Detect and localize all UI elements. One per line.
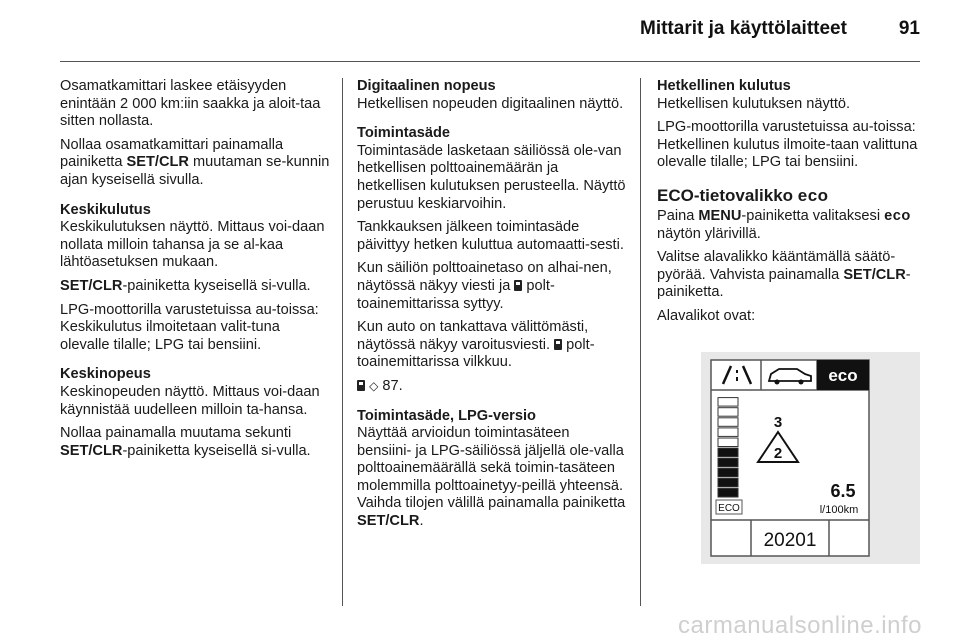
section-range-lpg (357, 408, 627, 531)
section-heading: Keskinopeus (60, 366, 151, 383)
fuel-pump-icon (514, 280, 522, 291)
gear-current: 2 (773, 445, 783, 462)
eco-bar-segment (718, 489, 738, 498)
odometer-value: 20201 (763, 530, 817, 551)
column-divider-1 (342, 78, 343, 606)
eco-display-svg (701, 352, 920, 564)
section-range (357, 125, 627, 395)
section-heading: ECO-tietovalikko eco (657, 185, 829, 205)
eco-bar-label: ECO (718, 503, 740, 514)
paragraph: Kun säiliön polttoainetaso on alhai-nen, näytössä näkyy viesti ja polt-toainemittarissa syttyy. (357, 260, 612, 312)
paragraph: Hetkellisen nopeuden digitaalinen näyttö. (357, 95, 624, 112)
paragraph: Alavalikot ovat: (657, 307, 756, 324)
eco-bar-segment (718, 478, 738, 487)
eco-bar-segment (718, 398, 738, 407)
column-3 (657, 78, 923, 332)
section-average-consumption (60, 202, 330, 355)
page-header-title: Mittarit ja käyttölaitteet (640, 18, 847, 39)
eco-bar-segment (718, 448, 738, 457)
eco-icon: eco (884, 207, 911, 224)
paragraph: Keskinopeuden näyttö. Mittaus voi-daan käynnistää uudelleen milloin ta-hansa. (60, 383, 320, 418)
paragraph: LPG-moottorilla varustetuissa au-toissa: Keskikulutus ilmoitetaan valit-tuna olevalle tilalle; LPG tai bensiini. (60, 301, 319, 353)
eco-bar-segment (718, 408, 738, 417)
paragraph: Nollaa painamalla muutama sekunti SET/CLR-painiketta kyseisellä si-vulla. (60, 425, 311, 459)
eco-bar-segment (718, 418, 738, 427)
column-divider-2 (640, 78, 641, 606)
paragraph: Keskikulutuksen näyttö. Mittaus voi-daan nollata milloin tahansa ja se al-kaa lähtöasetuksen mukaan. (60, 219, 325, 271)
reference-arrow-icon: ◇ (369, 378, 379, 393)
section-heading: Toimintasäde, LPG-versio (357, 407, 536, 424)
column-2 (357, 78, 627, 537)
section-eco-menu (657, 186, 923, 326)
tab-eco-label: eco (828, 366, 858, 385)
eco-bar-segment (718, 458, 738, 467)
fuel-pump-icon (554, 339, 562, 350)
set-clr-label: SET/CLR (126, 154, 189, 171)
section-heading: Digitaalinen nopeus (357, 78, 496, 94)
paragraph: Toimintasäde lasketaan säiliössä ole-van hetkellisen polttoainemäärän ja hetkellisen kulutuksen perusteella. Näyttö perustuu keskiarvoihin. (357, 142, 626, 212)
column-1 (60, 78, 330, 466)
paragraph: Näyttää arvioidun toimintasäteen bensiini- ja LPG-säiliössä jäljellä ole-valla polttoainemäärällä sekä toimin-tasäteen molemmilla polttoainetyy-peillä yhteensä. Vaihda tilojen välillä painamalla painiketta SET/CLR. (357, 425, 626, 530)
trip-reset-text: Nollaa osamatkamittari painamalla painiketta SET/CLR muutaman se-kunnin ajan kyseisellä sivulla. (60, 136, 330, 188)
header-divider (60, 61, 920, 62)
page-reference: ◇ 87. (357, 378, 627, 396)
section-average-speed (60, 366, 330, 460)
eco-icon: eco (797, 185, 829, 205)
section-heading: Toimintasäde (357, 125, 450, 142)
paragraph: Paina MENU-painiketta valitaksesi eco näytön ylärivillä. (657, 207, 911, 242)
fuel-pump-icon (357, 380, 365, 391)
consumption-value: 6.5 (830, 481, 856, 501)
paragraph: Hetkellisen kulutuksen näyttö. (657, 95, 851, 112)
eco-bar-segment (718, 428, 738, 437)
trip-odometer-text: Osamatkamittari laskee etäisyyden enintään 2 000 km:iin saakka ja aloit-taa sitten nollasta. (60, 78, 321, 130)
eco-display-illustration (701, 352, 920, 564)
paragraph: LPG-moottorilla varustetuissa au-toissa: Hetkellinen kulutus ilmoite-taan valittuna olevalle tilalle; LPG tai bensiini. (657, 119, 918, 171)
section-heading: Keskikulutus (60, 201, 151, 218)
section-instant-consumption (657, 78, 923, 172)
watermark-brand: carmanualsonline.info (678, 612, 922, 639)
section-digital-speed (357, 78, 627, 113)
paragraph: Kun auto on tankattava välittömästi, näytössä näkyy varoitusviesti. polt-toainemittarissa vilkkuu. (357, 319, 595, 371)
page-number: 91 (898, 18, 920, 39)
eco-bar-segment (718, 438, 738, 447)
paragraph: Valitse alavalikko kääntämällä säätö-pyörää. Vahvista painamalla SET/CLR-painiketta. (657, 249, 911, 301)
paragraph: Tankkauksen jälkeen toimintasäde päivittyy hetken kuluttua automaatti-sesti. (357, 219, 624, 253)
section-heading: Hetkellinen kulutus (657, 78, 791, 94)
gear-recommended: 3 (773, 414, 783, 431)
consumption-unit: l/100km (819, 504, 859, 516)
paragraph: SET/CLR-painiketta kyseisellä si-vulla. (60, 277, 311, 294)
eco-bar-segment (718, 468, 738, 477)
